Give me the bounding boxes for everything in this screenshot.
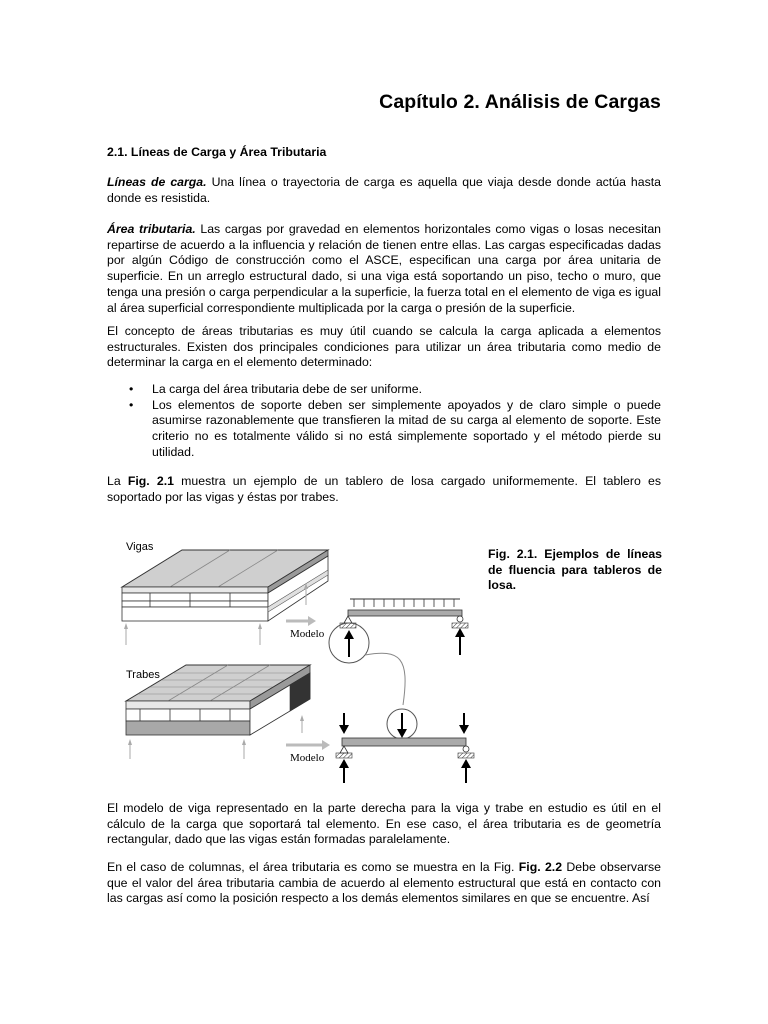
label-modelo-1: Modelo <box>290 628 325 640</box>
paragraph-text: Una línea o trayectoria de carga es aquella que viaja desde donde actúa hasta donde es resistida. <box>107 175 661 205</box>
model-arrow-2 <box>286 740 330 750</box>
term-area-tributaria: Área tributaria. <box>107 222 196 236</box>
beam-model-trabes <box>336 709 474 783</box>
model-arrow-1 <box>286 616 316 626</box>
label-trabes: Trabes <box>126 669 160 681</box>
beam-model-vigas <box>329 599 468 663</box>
figure-reference: Fig. 2.1 <box>127 474 174 488</box>
paragraph-area-tributaria <box>107 222 661 316</box>
paragraph-columnas: En el caso de columnas, el área tributaria es como se muestra en la Fig. Fig. 2.2 Debe observarse que el valor del área tributaria cambia de acuerdo al elemento estructural que está en contacto con las cargas así como la posición respecto a los demás elementos similares en que se encuentre. Así <box>107 860 662 906</box>
figure-caption: Fig. 2.1. Ejemplos de líneas de fluencia para tableros de losa. <box>488 547 662 593</box>
paragraph-text: Las cargas por gravedad en elementos horizontales como vigas o losas necesitan repartirse de acuerdo a la influencia y relación de tienen entre ellas. Las cargas especificadas dadas por algún Código de construcción como el ASCE, especifican una carga por área unitaria de superficie. En un arreglo estructural dado, si una viga está soportando un piso, techo o muro, que tenga una presión o carga perpendicular a la superficie, la fuerza total en el elemento de viga es igual al área superficial correspondiente multiplicada por la carga o presión de la superficie. <box>107 222 661 315</box>
list-item: • Los elementos de soporte deben ser simplemente apoyados y de claro simple o puede asumirse razonablemente que transfieren la mitad de su carga al elemento de soporte. Este criterio no es totalmente válido si no está simplemente soportado y el método pierde su utilidad. <box>107 398 661 461</box>
figure-illustration <box>110 537 480 787</box>
section-heading: 2.1. Líneas de Carga y Área Tributaria <box>107 145 327 159</box>
list-item: • La carga del área tributaria debe de ser uniforme. <box>107 382 661 398</box>
figure-2-1 <box>110 537 480 787</box>
chapter-title: Capítulo 2. Análisis de Cargas <box>379 91 661 113</box>
paragraph-concepto: El concepto de áreas tributarias es muy útil cuando se calcula la carga aplicada a elementos estructurales. Existen dos principales condiciones para utilizar un área tributaria como medio de determinar la carga en el elemento determinado: <box>107 324 661 370</box>
paragraph-lineas-de-carga <box>107 175 661 206</box>
figure-reference: Fig. 2.2 <box>518 860 563 874</box>
paragraph-modelo-viga: El modelo de viga representado en la parte derecha para la viga y trabe en estudio es útil en el cálculo de la carga que soportará tal elemento. En ese caso, el área tributaria es de geometría rectangular, dado que las vigas están formadas paralelamente. <box>107 801 661 847</box>
paragraph-fig-reference: La Fig. 2.1 muestra un ejemplo de un tablero de losa cargado uniformemente. El tablero es soportado por las vigas y éstas por trabes. <box>107 474 661 504</box>
label-modelo-2: Modelo <box>290 752 325 764</box>
term-lineas-de-carga: Líneas de carga. <box>107 175 207 189</box>
conditions-list <box>107 382 661 461</box>
label-vigas: Vigas <box>126 541 154 553</box>
